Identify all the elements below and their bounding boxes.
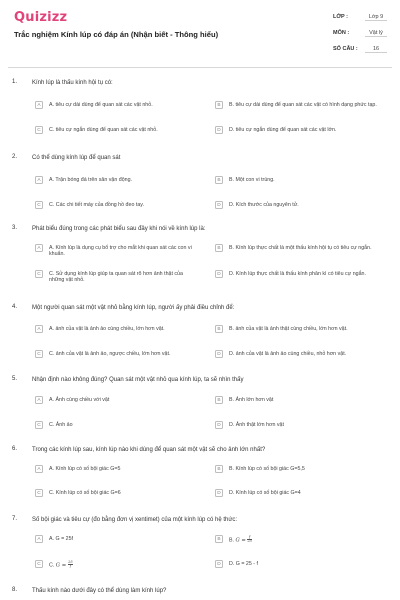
- question-number: 1.: [12, 79, 18, 85]
- question-number: 5.: [12, 376, 18, 382]
- option-text: A. ảnh của vật là ảnh ảo cùng chiều, lớn hơn vật.: [49, 325, 165, 332]
- option-text: A. Kính lúp có số bội giác G=5: [49, 465, 121, 472]
- option-text: B. Kính lúp có số bội giác G=5,5: [229, 465, 305, 472]
- option-letter-box[interactable]: C: [35, 560, 43, 568]
- question-number: 2.: [12, 154, 18, 160]
- formula-lhs: G =: [235, 537, 246, 543]
- question-text: Một người quan sát một vật nhỏ bằng kính lúp, người ấy phải điều chỉnh để:: [32, 305, 235, 311]
- question-number: 7.: [12, 516, 18, 522]
- option-letter-box[interactable]: D: [215, 560, 223, 568]
- option-letter-box[interactable]: A: [35, 535, 43, 543]
- fraction-numerator: f: [248, 534, 251, 539]
- option-letter-box[interactable]: D: [215, 489, 223, 497]
- option-letter-box[interactable]: B: [215, 101, 223, 109]
- option-text: A. Kính lúp là dụng cụ bổ trợ cho mắt khi quan sát các con vi khuẩn.: [49, 244, 192, 258]
- option-text: C. ảnh của vật là ảnh ảo, ngược chiều, lớn hơn vật.: [49, 350, 171, 357]
- fraction-denominator: 25: [247, 539, 252, 544]
- option-letter-box[interactable]: A: [35, 325, 43, 333]
- option-text: A. Trận bóng đá trên sân vận động.: [49, 176, 133, 183]
- option-text: B. Kính lúp thực chất là một thấu kính hội tụ có tiêu cự ngắn.: [229, 244, 372, 251]
- option-text: A. Ảnh cùng chiều với vật: [49, 396, 110, 403]
- option-prefix: B.: [229, 537, 236, 543]
- option-letter-box[interactable]: C: [35, 421, 43, 429]
- option-text: C. Kính lúp có số bội giác G=6: [49, 489, 121, 496]
- option-letter-box[interactable]: A: [35, 396, 43, 404]
- option-text: A. G = 25f: [49, 535, 73, 542]
- question-text: Thấu kính nào dưới đây có thể dùng làm kính lúp?: [32, 588, 167, 594]
- option-text: B. ảnh của vật là ảnh thật cùng chiều, lớn hơn vật.: [229, 325, 348, 332]
- meta-count: [333, 46, 393, 56]
- question-text: Nhận định nào không đúng? Quan sát một vật nhỏ qua kính lúp, ta sẽ nhìn thấy: [32, 377, 244, 383]
- option-letter-box[interactable]: B: [215, 396, 223, 404]
- option-letter-box[interactable]: D: [215, 270, 223, 278]
- option-text: [49, 561, 199, 569]
- option-letter-box[interactable]: C: [35, 270, 43, 278]
- page-header: [0, 0, 400, 62]
- fraction: [68, 561, 74, 569]
- option-letter-box[interactable]: B: [215, 325, 223, 333]
- option-text: D. Ảnh thật lớn hơn vật: [229, 421, 284, 428]
- question-text: Phát biểu đúng trong các phát biểu sau đây khi nói về kính lúp là:: [32, 226, 206, 232]
- fraction-numerator: 25: [68, 559, 73, 564]
- option-text: D. G = 25 - f: [229, 560, 258, 567]
- meta-subject-value: Vật lý: [365, 30, 387, 37]
- meta-grade-label: LỚP :: [333, 14, 348, 20]
- option-letter-box[interactable]: D: [215, 350, 223, 358]
- option-text: C. Các chi tiết máy của đồng hồ đeo tay.: [49, 201, 145, 208]
- option-letter-box[interactable]: C: [35, 489, 43, 497]
- option-letter-box[interactable]: C: [35, 350, 43, 358]
- option-text: B. Ảnh lớn hơn vật: [229, 396, 274, 403]
- question-number: 4.: [12, 304, 18, 310]
- option-text: D. Kính lúp có số bội giác G=4: [229, 489, 301, 496]
- question-number: 3.: [12, 225, 18, 231]
- option-letter-box[interactable]: D: [215, 421, 223, 429]
- header-divider: [8, 67, 392, 68]
- meta-count-label: SỐ CÂU :: [333, 46, 358, 52]
- fraction: [247, 536, 252, 544]
- option-letter-box[interactable]: B: [215, 176, 223, 184]
- question-text: Có thể dùng kính lúp để quan sát: [32, 155, 121, 161]
- option-letter-box[interactable]: A: [35, 244, 43, 252]
- quizizz-logo: Quizizz: [14, 10, 68, 25]
- meta-subject-label: MÔN :: [333, 30, 350, 36]
- option-letter-box[interactable]: A: [35, 465, 43, 473]
- meta-grade-value: Lớp 9: [365, 14, 387, 21]
- option-text: D. Kính lúp thực chất là thấu kính phân kì có tiêu cự ngắn.: [229, 270, 366, 277]
- option-text: C. Sử dụng kính lúp giúp ta quan sát rõ hơn ảnh thật của những vật nhỏ.: [49, 270, 183, 284]
- option-text: C. tiêu cự ngắn dùng để quan sát các vật nhỏ.: [49, 126, 158, 133]
- question-text: Kính lúp là thấu kính hội tụ có:: [32, 80, 113, 86]
- option-letter-box[interactable]: B: [215, 465, 223, 473]
- option-letter-box[interactable]: A: [35, 101, 43, 109]
- option-letter-box[interactable]: C: [35, 201, 43, 209]
- option-text: B. Một con vi trùng.: [229, 176, 275, 183]
- meta-grade: [333, 14, 393, 24]
- option-letter-box[interactable]: A: [35, 176, 43, 184]
- question-number: 6.: [12, 446, 18, 452]
- option-letter-box[interactable]: D: [215, 201, 223, 209]
- option-text: D. ảnh của vật là ảnh ảo cùng chiều, nhỏ hơn vật.: [229, 350, 347, 357]
- question-number: 8.: [12, 587, 18, 593]
- document-title: Trắc nghiệm Kính lúp có đáp án (Nhận biết - Thông hiểu): [14, 30, 219, 39]
- option-prefix: C.: [49, 562, 56, 568]
- question-text: Trong các kính lúp sau, kính lúp nào khi dùng để quan sát một vật sẽ cho ảnh lớn nhất?: [32, 447, 266, 453]
- option-letter-box[interactable]: B: [215, 244, 223, 252]
- option-text: D. tiêu cự ngắn dùng để quan sát các vật lớn.: [229, 126, 337, 133]
- option-text: D. Kích thước của nguyên tử.: [229, 201, 299, 208]
- question-text: Số bội giác và tiêu cự (đo bằng đơn vị xentimet) của một kính lúp có hệ thức:: [32, 517, 238, 523]
- option-letter-box[interactable]: C: [35, 126, 43, 134]
- option-text: [229, 536, 379, 544]
- meta-count-value: 16: [365, 46, 387, 53]
- fraction-denominator: f: [69, 564, 72, 569]
- option-text: C. Ảnh ảo: [49, 421, 73, 428]
- option-letter-box[interactable]: D: [215, 126, 223, 134]
- formula-lhs: G =: [55, 562, 67, 568]
- option-text: B. tiêu cự dài dùng để quan sát các vật có hình dạng phức tạp.: [229, 101, 377, 108]
- meta-subject: [333, 30, 393, 40]
- option-letter-box[interactable]: B: [215, 535, 223, 543]
- option-text: A. tiêu cự dài dùng để quan sát các vật nhỏ.: [49, 101, 153, 108]
